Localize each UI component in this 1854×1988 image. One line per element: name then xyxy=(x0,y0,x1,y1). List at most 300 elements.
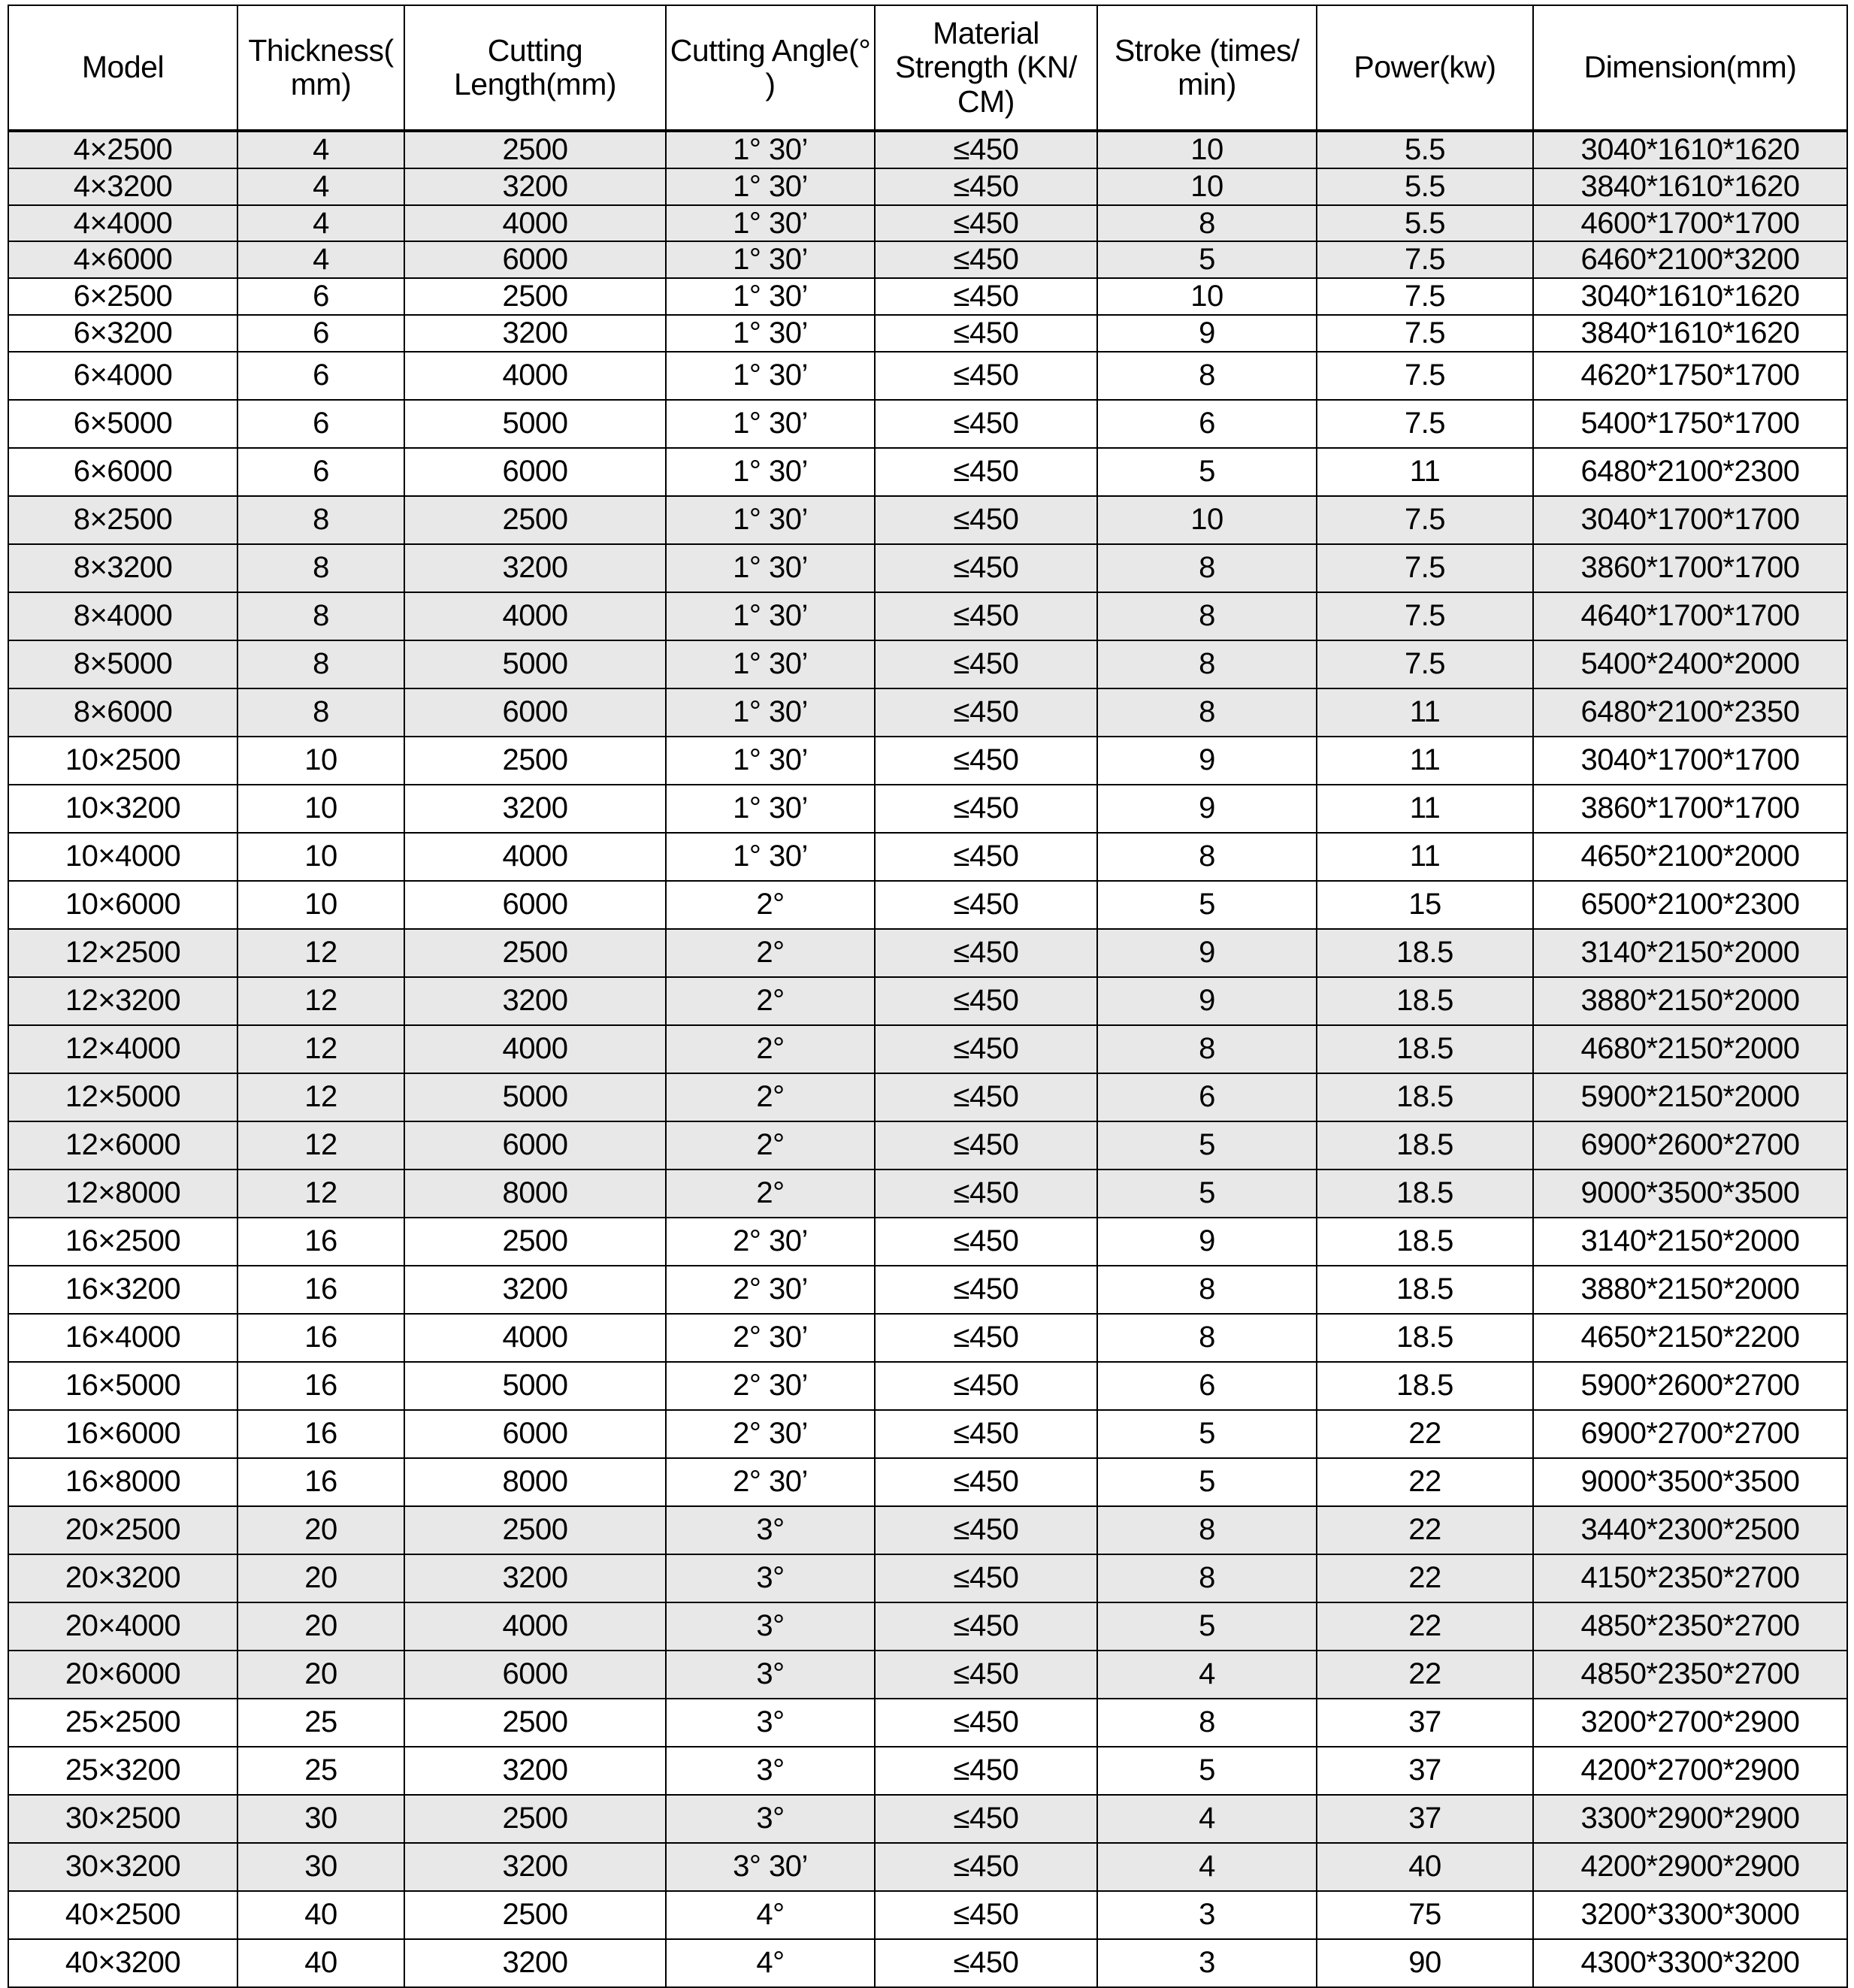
cell-cutting-length: 3200 xyxy=(404,785,666,833)
cell-material-strength: ≤450 xyxy=(875,833,1097,881)
cell-dimension: 6480*2100*2350 xyxy=(1533,688,1847,737)
cell-cutting-length: 4000 xyxy=(404,205,666,242)
cell-power: 11 xyxy=(1317,688,1533,737)
cell-power: 7.5 xyxy=(1317,496,1533,544)
cell-cutting-length: 6000 xyxy=(404,688,666,737)
cell-stroke: 6 xyxy=(1097,1362,1317,1410)
cell-model: 20×2500 xyxy=(8,1506,237,1554)
cell-model: 16×4000 xyxy=(8,1314,237,1362)
cell-thickness: 12 xyxy=(237,929,404,977)
table-row xyxy=(8,640,1847,688)
cell-thickness: 8 xyxy=(237,496,404,544)
cell-stroke: 8 xyxy=(1097,833,1317,881)
cell-stroke: 8 xyxy=(1097,352,1317,400)
cell-thickness: 20 xyxy=(237,1506,404,1554)
cell-material-strength: ≤450 xyxy=(875,1170,1097,1218)
cell-power: 18.5 xyxy=(1317,1266,1533,1314)
cell-power: 18.5 xyxy=(1317,1073,1533,1121)
table-row xyxy=(8,1073,1847,1121)
machine-specification-table xyxy=(8,5,1848,1988)
cell-cutting-angle: 1° 30’ xyxy=(666,241,875,278)
cell-stroke: 5 xyxy=(1097,1602,1317,1651)
cell-model: 10×3200 xyxy=(8,785,237,833)
cell-thickness: 8 xyxy=(237,688,404,737)
cell-cutting-angle: 1° 30’ xyxy=(666,400,875,448)
cell-model: 25×2500 xyxy=(8,1699,237,1747)
cell-power: 11 xyxy=(1317,737,1533,785)
cell-stroke: 9 xyxy=(1097,315,1317,352)
cell-thickness: 6 xyxy=(237,315,404,352)
cell-material-strength: ≤450 xyxy=(875,1891,1097,1939)
cell-thickness: 12 xyxy=(237,977,404,1025)
cell-model: 6×3200 xyxy=(8,315,237,352)
cell-cutting-angle: 2° 30’ xyxy=(666,1410,875,1458)
cell-model: 16×2500 xyxy=(8,1218,237,1266)
cell-material-strength: ≤450 xyxy=(875,400,1097,448)
table-row xyxy=(8,1266,1847,1314)
cell-material-strength: ≤450 xyxy=(875,1506,1097,1554)
cell-cutting-length: 2500 xyxy=(404,1699,666,1747)
cell-stroke: 8 xyxy=(1097,592,1317,640)
cell-model: 6×5000 xyxy=(8,400,237,448)
cell-material-strength: ≤450 xyxy=(875,1218,1097,1266)
table-row xyxy=(8,977,1847,1025)
table-header xyxy=(8,5,1847,131)
column-header-material-strength: Material Strength (KN/ CM) xyxy=(875,5,1097,131)
cell-model: 20×3200 xyxy=(8,1554,237,1602)
cell-thickness: 12 xyxy=(237,1121,404,1170)
cell-material-strength: ≤450 xyxy=(875,929,1097,977)
cell-thickness: 10 xyxy=(237,881,404,929)
header-row xyxy=(8,5,1847,131)
cell-cutting-angle: 2° xyxy=(666,929,875,977)
cell-cutting-length: 2500 xyxy=(404,1506,666,1554)
cell-stroke: 5 xyxy=(1097,1121,1317,1170)
cell-thickness: 30 xyxy=(237,1843,404,1891)
table-row xyxy=(8,1554,1847,1602)
cell-stroke: 5 xyxy=(1097,1410,1317,1458)
cell-stroke: 8 xyxy=(1097,1554,1317,1602)
cell-power: 18.5 xyxy=(1317,1121,1533,1170)
table-row xyxy=(8,1410,1847,1458)
cell-model: 8×5000 xyxy=(8,640,237,688)
cell-cutting-angle: 1° 30’ xyxy=(666,785,875,833)
cell-dimension: 4850*2350*2700 xyxy=(1533,1602,1847,1651)
cell-thickness: 6 xyxy=(237,278,404,315)
cell-thickness: 12 xyxy=(237,1073,404,1121)
cell-cutting-angle: 3° xyxy=(666,1747,875,1795)
table-row xyxy=(8,205,1847,242)
cell-model: 30×2500 xyxy=(8,1795,237,1843)
cell-thickness: 4 xyxy=(237,131,404,168)
cell-power: 22 xyxy=(1317,1506,1533,1554)
table-row xyxy=(8,131,1847,168)
cell-dimension: 3040*1610*1620 xyxy=(1533,278,1847,315)
cell-model: 30×3200 xyxy=(8,1843,237,1891)
cell-stroke: 5 xyxy=(1097,448,1317,496)
cell-stroke: 8 xyxy=(1097,688,1317,737)
cell-cutting-angle: 1° 30’ xyxy=(666,737,875,785)
table-row xyxy=(8,1939,1847,1987)
cell-model: 8×4000 xyxy=(8,592,237,640)
cell-stroke: 10 xyxy=(1097,131,1317,168)
cell-stroke: 8 xyxy=(1097,1025,1317,1073)
cell-material-strength: ≤450 xyxy=(875,640,1097,688)
cell-material-strength: ≤450 xyxy=(875,1651,1097,1699)
cell-cutting-length: 8000 xyxy=(404,1458,666,1506)
cell-cutting-angle: 1° 30’ xyxy=(666,833,875,881)
cell-cutting-length: 4000 xyxy=(404,1602,666,1651)
cell-cutting-length: 3200 xyxy=(404,1747,666,1795)
cell-stroke: 8 xyxy=(1097,640,1317,688)
cell-power: 11 xyxy=(1317,833,1533,881)
cell-dimension: 5400*1750*1700 xyxy=(1533,400,1847,448)
cell-material-strength: ≤450 xyxy=(875,1362,1097,1410)
cell-dimension: 4650*2150*2200 xyxy=(1533,1314,1847,1362)
cell-dimension: 5900*2150*2000 xyxy=(1533,1073,1847,1121)
cell-cutting-length: 2500 xyxy=(404,278,666,315)
cell-model: 25×3200 xyxy=(8,1747,237,1795)
cell-stroke: 3 xyxy=(1097,1891,1317,1939)
cell-stroke: 5 xyxy=(1097,881,1317,929)
cell-dimension: 3440*2300*2500 xyxy=(1533,1506,1847,1554)
cell-cutting-angle: 2° xyxy=(666,1121,875,1170)
cell-material-strength: ≤450 xyxy=(875,315,1097,352)
cell-material-strength: ≤450 xyxy=(875,1458,1097,1506)
cell-thickness: 6 xyxy=(237,352,404,400)
cell-dimension: 4640*1700*1700 xyxy=(1533,592,1847,640)
cell-model: 6×4000 xyxy=(8,352,237,400)
cell-thickness: 8 xyxy=(237,544,404,592)
table-row xyxy=(8,785,1847,833)
column-header-dimension: Dimension(mm) xyxy=(1533,5,1847,131)
cell-model: 16×8000 xyxy=(8,1458,237,1506)
cell-cutting-length: 5000 xyxy=(404,400,666,448)
cell-model: 6×6000 xyxy=(8,448,237,496)
cell-model: 4×6000 xyxy=(8,241,237,278)
cell-model: 4×4000 xyxy=(8,205,237,242)
cell-stroke: 4 xyxy=(1097,1795,1317,1843)
cell-thickness: 20 xyxy=(237,1651,404,1699)
cell-dimension: 3200*3300*3000 xyxy=(1533,1891,1847,1939)
cell-cutting-length: 4000 xyxy=(404,1314,666,1362)
cell-model: 16×6000 xyxy=(8,1410,237,1458)
cell-power: 5.5 xyxy=(1317,168,1533,205)
cell-material-strength: ≤450 xyxy=(875,977,1097,1025)
cell-material-strength: ≤450 xyxy=(875,544,1097,592)
cell-cutting-length: 5000 xyxy=(404,640,666,688)
cell-dimension: 3300*2900*2900 xyxy=(1533,1795,1847,1843)
cell-cutting-angle: 4° xyxy=(666,1939,875,1987)
cell-thickness: 40 xyxy=(237,1891,404,1939)
cell-power: 18.5 xyxy=(1317,1362,1533,1410)
cell-model: 10×2500 xyxy=(8,737,237,785)
cell-cutting-angle: 2° 30’ xyxy=(666,1314,875,1362)
cell-cutting-length: 6000 xyxy=(404,1651,666,1699)
cell-cutting-length: 4000 xyxy=(404,833,666,881)
cell-thickness: 4 xyxy=(237,205,404,242)
cell-stroke: 9 xyxy=(1097,977,1317,1025)
cell-cutting-angle: 1° 30’ xyxy=(666,315,875,352)
table-row xyxy=(8,833,1847,881)
cell-power: 7.5 xyxy=(1317,278,1533,315)
cell-thickness: 8 xyxy=(237,592,404,640)
cell-material-strength: ≤450 xyxy=(875,1554,1097,1602)
cell-cutting-angle: 2° xyxy=(666,1170,875,1218)
cell-thickness: 6 xyxy=(237,400,404,448)
cell-dimension: 3040*1700*1700 xyxy=(1533,496,1847,544)
cell-dimension: 6500*2100*2300 xyxy=(1533,881,1847,929)
cell-model: 12×8000 xyxy=(8,1170,237,1218)
table-row xyxy=(8,1170,1847,1218)
cell-cutting-angle: 2° xyxy=(666,977,875,1025)
cell-power: 11 xyxy=(1317,785,1533,833)
cell-material-strength: ≤450 xyxy=(875,1747,1097,1795)
cell-cutting-length: 4000 xyxy=(404,592,666,640)
cell-power: 18.5 xyxy=(1317,1025,1533,1073)
cell-thickness: 6 xyxy=(237,448,404,496)
cell-thickness: 16 xyxy=(237,1410,404,1458)
table-row xyxy=(8,400,1847,448)
cell-cutting-angle: 1° 30’ xyxy=(666,688,875,737)
table-row xyxy=(8,1218,1847,1266)
cell-cutting-angle: 3° xyxy=(666,1651,875,1699)
cell-dimension: 3860*1700*1700 xyxy=(1533,544,1847,592)
cell-dimension: 3140*2150*2000 xyxy=(1533,1218,1847,1266)
cell-model: 16×3200 xyxy=(8,1266,237,1314)
cell-dimension: 4600*1700*1700 xyxy=(1533,205,1847,242)
table-row xyxy=(8,1651,1847,1699)
cell-model: 12×2500 xyxy=(8,929,237,977)
table-row xyxy=(8,929,1847,977)
cell-power: 5.5 xyxy=(1317,131,1533,168)
cell-cutting-angle: 1° 30’ xyxy=(666,131,875,168)
cell-material-strength: ≤450 xyxy=(875,1602,1097,1651)
cell-cutting-angle: 3° xyxy=(666,1506,875,1554)
cell-power: 37 xyxy=(1317,1699,1533,1747)
cell-cutting-angle: 3° xyxy=(666,1699,875,1747)
table-row xyxy=(8,688,1847,737)
table-row xyxy=(8,1795,1847,1843)
cell-power: 90 xyxy=(1317,1939,1533,1987)
cell-dimension: 3840*1610*1620 xyxy=(1533,168,1847,205)
cell-dimension: 3040*1610*1620 xyxy=(1533,131,1847,168)
cell-power: 18.5 xyxy=(1317,929,1533,977)
cell-model: 12×3200 xyxy=(8,977,237,1025)
cell-cutting-length: 2500 xyxy=(404,929,666,977)
cell-stroke: 8 xyxy=(1097,205,1317,242)
cell-dimension: 4200*2700*2900 xyxy=(1533,1747,1847,1795)
cell-cutting-angle: 2° xyxy=(666,881,875,929)
column-header-thickness: Thickness( mm) xyxy=(237,5,404,131)
cell-power: 7.5 xyxy=(1317,400,1533,448)
cell-model: 8×6000 xyxy=(8,688,237,737)
cell-thickness: 20 xyxy=(237,1602,404,1651)
cell-cutting-length: 6000 xyxy=(404,1410,666,1458)
cell-stroke: 3 xyxy=(1097,1939,1317,1987)
cell-cutting-angle: 1° 30’ xyxy=(666,352,875,400)
cell-dimension: 3140*2150*2000 xyxy=(1533,929,1847,977)
cell-power: 18.5 xyxy=(1317,1170,1533,1218)
cell-power: 7.5 xyxy=(1317,640,1533,688)
cell-dimension: 5400*2400*2000 xyxy=(1533,640,1847,688)
cell-dimension: 4300*3300*3200 xyxy=(1533,1939,1847,1987)
table-row xyxy=(8,352,1847,400)
cell-power: 11 xyxy=(1317,448,1533,496)
cell-cutting-angle: 1° 30’ xyxy=(666,168,875,205)
cell-power: 7.5 xyxy=(1317,592,1533,640)
table-row xyxy=(8,1025,1847,1073)
cell-stroke: 8 xyxy=(1097,1506,1317,1554)
cell-cutting-length: 3200 xyxy=(404,1266,666,1314)
cell-cutting-length: 3200 xyxy=(404,544,666,592)
table-row xyxy=(8,1506,1847,1554)
cell-model: 4×3200 xyxy=(8,168,237,205)
table-row xyxy=(8,544,1847,592)
cell-thickness: 25 xyxy=(237,1699,404,1747)
cell-cutting-angle: 3° 30’ xyxy=(666,1843,875,1891)
cell-power: 22 xyxy=(1317,1602,1533,1651)
cell-cutting-length: 6000 xyxy=(404,448,666,496)
cell-material-strength: ≤450 xyxy=(875,688,1097,737)
cell-power: 18.5 xyxy=(1317,1314,1533,1362)
cell-cutting-angle: 2° 30’ xyxy=(666,1218,875,1266)
cell-material-strength: ≤450 xyxy=(875,1843,1097,1891)
cell-cutting-length: 3200 xyxy=(404,1843,666,1891)
cell-material-strength: ≤450 xyxy=(875,1073,1097,1121)
cell-cutting-angle: 1° 30’ xyxy=(666,496,875,544)
cell-stroke: 10 xyxy=(1097,496,1317,544)
cell-dimension: 6480*2100*2300 xyxy=(1533,448,1847,496)
cell-power: 22 xyxy=(1317,1458,1533,1506)
table-row xyxy=(8,1843,1847,1891)
cell-cutting-length: 3200 xyxy=(404,168,666,205)
cell-power: 22 xyxy=(1317,1651,1533,1699)
cell-model: 40×3200 xyxy=(8,1939,237,1987)
cell-dimension: 6900*2700*2700 xyxy=(1533,1410,1847,1458)
cell-model: 12×4000 xyxy=(8,1025,237,1073)
cell-cutting-length: 3200 xyxy=(404,1554,666,1602)
cell-dimension: 6460*2100*3200 xyxy=(1533,241,1847,278)
cell-material-strength: ≤450 xyxy=(875,241,1097,278)
cell-material-strength: ≤450 xyxy=(875,1699,1097,1747)
cell-cutting-angle: 1° 30’ xyxy=(666,592,875,640)
table-row xyxy=(8,315,1847,352)
cell-power: 15 xyxy=(1317,881,1533,929)
cell-thickness: 10 xyxy=(237,785,404,833)
cell-stroke: 4 xyxy=(1097,1843,1317,1891)
column-header-stroke: Stroke (times/ min) xyxy=(1097,5,1317,131)
cell-dimension: 3880*2150*2000 xyxy=(1533,1266,1847,1314)
cell-stroke: 5 xyxy=(1097,1458,1317,1506)
cell-thickness: 40 xyxy=(237,1939,404,1987)
cell-dimension: 4620*1750*1700 xyxy=(1533,352,1847,400)
table-row xyxy=(8,448,1847,496)
cell-material-strength: ≤450 xyxy=(875,1025,1097,1073)
cell-dimension: 3840*1610*1620 xyxy=(1533,315,1847,352)
cell-dimension: 4680*2150*2000 xyxy=(1533,1025,1847,1073)
cell-thickness: 16 xyxy=(237,1362,404,1410)
cell-model: 16×5000 xyxy=(8,1362,237,1410)
cell-cutting-length: 8000 xyxy=(404,1170,666,1218)
cell-cutting-angle: 2° 30’ xyxy=(666,1458,875,1506)
cell-model: 12×5000 xyxy=(8,1073,237,1121)
cell-stroke: 6 xyxy=(1097,400,1317,448)
cell-cutting-angle: 3° xyxy=(666,1602,875,1651)
cell-stroke: 6 xyxy=(1097,1073,1317,1121)
cell-cutting-angle: 3° xyxy=(666,1554,875,1602)
cell-stroke: 9 xyxy=(1097,929,1317,977)
cell-material-strength: ≤450 xyxy=(875,352,1097,400)
cell-cutting-angle: 1° 30’ xyxy=(666,544,875,592)
cell-cutting-length: 3200 xyxy=(404,315,666,352)
cell-model: 6×2500 xyxy=(8,278,237,315)
cell-stroke: 10 xyxy=(1097,278,1317,315)
cell-cutting-length: 4000 xyxy=(404,352,666,400)
cell-power: 37 xyxy=(1317,1747,1533,1795)
cell-cutting-length: 5000 xyxy=(404,1362,666,1410)
cell-cutting-length: 6000 xyxy=(404,881,666,929)
cell-cutting-angle: 1° 30’ xyxy=(666,448,875,496)
table-row xyxy=(8,1747,1847,1795)
cell-stroke: 10 xyxy=(1097,168,1317,205)
table-row xyxy=(8,1458,1847,1506)
cell-cutting-angle: 1° 30’ xyxy=(666,278,875,315)
cell-thickness: 16 xyxy=(237,1458,404,1506)
cell-dimension: 4150*2350*2700 xyxy=(1533,1554,1847,1602)
cell-cutting-length: 6000 xyxy=(404,1121,666,1170)
cell-thickness: 4 xyxy=(237,241,404,278)
cell-cutting-length: 3200 xyxy=(404,977,666,1025)
cell-power: 7.5 xyxy=(1317,315,1533,352)
cell-dimension: 4850*2350*2700 xyxy=(1533,1651,1847,1699)
table-row xyxy=(8,496,1847,544)
table-row xyxy=(8,1602,1847,1651)
cell-power: 18.5 xyxy=(1317,1218,1533,1266)
cell-material-strength: ≤450 xyxy=(875,131,1097,168)
cell-cutting-length: 6000 xyxy=(404,241,666,278)
cell-model: 20×4000 xyxy=(8,1602,237,1651)
cell-stroke: 9 xyxy=(1097,1218,1317,1266)
cell-material-strength: ≤450 xyxy=(875,1410,1097,1458)
cell-cutting-angle: 2° xyxy=(666,1025,875,1073)
table-row xyxy=(8,241,1847,278)
cell-cutting-angle: 2° 30’ xyxy=(666,1266,875,1314)
cell-cutting-length: 2500 xyxy=(404,131,666,168)
cell-thickness: 30 xyxy=(237,1795,404,1843)
cell-thickness: 12 xyxy=(237,1025,404,1073)
cell-material-strength: ≤450 xyxy=(875,1939,1097,1987)
table-row xyxy=(8,1891,1847,1939)
cell-thickness: 25 xyxy=(237,1747,404,1795)
cell-stroke: 9 xyxy=(1097,785,1317,833)
table-row xyxy=(8,1314,1847,1362)
cell-thickness: 16 xyxy=(237,1266,404,1314)
table-row xyxy=(8,278,1847,315)
cell-thickness: 4 xyxy=(237,168,404,205)
cell-thickness: 10 xyxy=(237,833,404,881)
cell-material-strength: ≤450 xyxy=(875,592,1097,640)
cell-dimension: 3860*1700*1700 xyxy=(1533,785,1847,833)
cell-stroke: 4 xyxy=(1097,1651,1317,1699)
cell-dimension: 3040*1700*1700 xyxy=(1533,737,1847,785)
cell-material-strength: ≤450 xyxy=(875,205,1097,242)
cell-stroke: 5 xyxy=(1097,1170,1317,1218)
cell-model: 4×2500 xyxy=(8,131,237,168)
table-row xyxy=(8,168,1847,205)
cell-stroke: 8 xyxy=(1097,544,1317,592)
cell-material-strength: ≤450 xyxy=(875,1795,1097,1843)
